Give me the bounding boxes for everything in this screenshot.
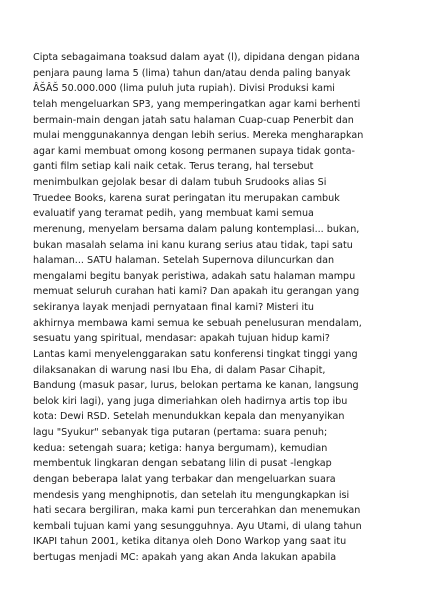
- text-line: Truedee Books, karena surat peringatan itu merupakan cambuk: [33, 192, 340, 204]
- text-line: memuat seluruh curahan hati kami? Dan apakah itu gerangan yang: [33, 286, 360, 298]
- text-line: mengalami begitu banyak peristiwa, adakah satu halaman mampu: [33, 270, 356, 282]
- text-line: dilaksanakan di warung nasi Ibu Eha, di dalam Pasar Cihapit,: [33, 364, 326, 376]
- text-line: akhirnya membawa kami semua ke sebuah penelusuran mendalam,: [33, 317, 362, 329]
- text-line: Lantas kami menyelenggarakan satu konferensi tingkat tinggi yang: [33, 348, 358, 360]
- text-line: ganti film setiap kali naik cetak. Terus terang, hal tersebut: [33, 161, 314, 173]
- text-line: kota: Dewi RSD. Setelah menundukkan kepala dan menyanyikan: [33, 411, 345, 423]
- text-line: sekiranya layak menjadi pernyataan final kami? Misteri itu: [33, 302, 314, 313]
- text-line: mulai menggunakannya dengan lebih serius. Mereka mengharapkan: [33, 130, 364, 142]
- text-line: bertugas menjadi MC: apakah yang akan Anda lakukan apabila: [33, 552, 337, 563]
- text-line: lagu "Syukur" sebanyak tiga putaran (pertama: suara penuh;: [33, 427, 328, 438]
- text-line: Bandung (masuk pasar, lurus, belokan pertama ke kanan, langsung: [33, 380, 359, 392]
- text-line: bermain-main dengan jatah satu halaman Cuap-cuap Penerbit dan: [33, 114, 354, 126]
- text-line: ÂŠÂŠ 50.000.000 (lima puluh juta rupiah). Divisi Produksi kami: [33, 83, 335, 95]
- text-line: dengan beberapa lalat yang terbakar dan mengeluarkan suara: [33, 473, 336, 485]
- text-line: belok kiri lagi), yang juga dimeriahkan oleh hadirnya artis top ibu: [33, 395, 348, 407]
- text-line: mendesis yang menghipnotis, dan setelah itu mengungkapkan isi: [33, 489, 350, 501]
- text-line: penjara paung lama 5 (lima) tahun dan/atau denda paling banyak: [33, 67, 351, 79]
- text-line: halaman... SATU halaman. Setelah Supernova diluncurkan dan: [33, 255, 335, 267]
- text-line: merenung, menyelam bersama dalam palung kontemplasi... bukan,: [33, 223, 360, 235]
- text-line: agar kami membuat omong kosong permanen supaya tidak gonta-: [33, 145, 355, 157]
- text-line: membentuk lingkaran dengan sebatang lilin di pusat -lengkap: [33, 458, 332, 470]
- text-line: kembali tujuan kami yang sesungguhnya. Ayu Utami, di ulang tahun: [33, 520, 362, 532]
- text-line: menimbulkan gejolak besar di dalam tubuh Srudooks alias Si: [33, 177, 327, 188]
- body-text: [33, 50, 413, 566]
- text-line: sesuatu yang spiritual, mendasar: apakah tujuan hidup kami?: [33, 333, 330, 345]
- text-line: Cipta sebagaimana toaksud dalam ayat (l), dipidana dengan pidana: [33, 52, 360, 63]
- text-line: hati secara bergiliran, maka kami pun tercerahkan dan menemukan: [33, 505, 361, 517]
- text-line: evaluatif yang teramat pedih, yang membuat kami semua: [33, 208, 314, 220]
- text-line: bukan masalah selama ini kanu kurang serius atau tidak, tapi satu: [33, 239, 353, 251]
- text-line: telah mengeluarkan SP3, yang memperingatkan agar kami berhenti: [33, 98, 361, 110]
- text-line: kedua: setengah suara; ketiga: hanya bergumam), kemudian: [33, 442, 328, 454]
- text-line: IKAPI tahun 2001, ketika ditanya oleh Dono Warkop yang saat itu: [33, 536, 347, 548]
